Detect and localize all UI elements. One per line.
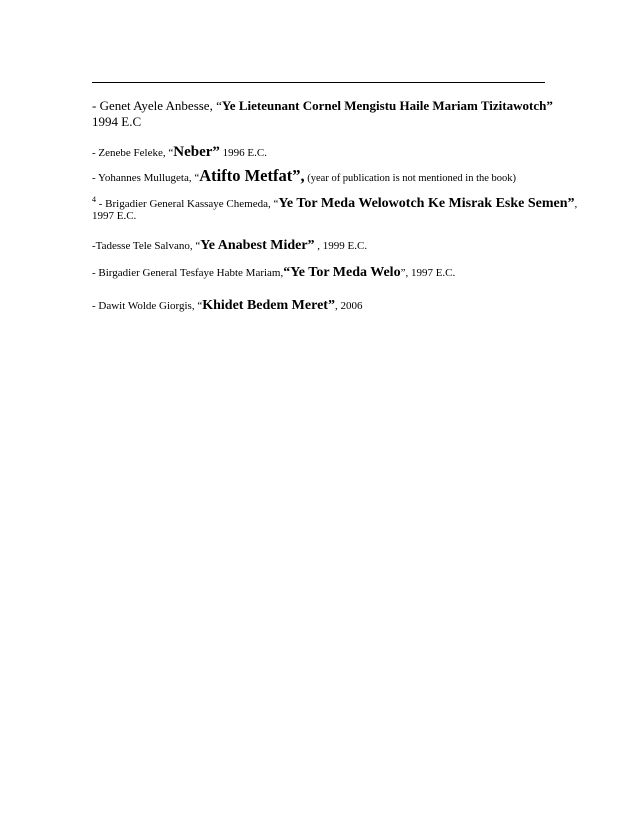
reference-title: Ye Tor Meda Welowotch Ke Misrak Eske Semen” [278, 196, 575, 211]
reference-title: Ye Lieteunant Cornel Mengistu Haile Mariam Tizitawotch” [221, 98, 553, 113]
reference-title: Ye Anabest Mider” [200, 238, 315, 253]
reference-year: 1994 E.C [92, 114, 142, 129]
reference-title: Khidet Bedem Meret” [202, 298, 335, 313]
reference-title: Atifto Metfat”, [199, 166, 305, 185]
reference-author: - Yohannes Mullugeta, “ [92, 172, 200, 184]
reference-title: “Ye Tor Meda Welo [283, 265, 401, 280]
reference-author: -Tadesse Tele Salvano, “ [92, 240, 201, 252]
reference-entry-2 [92, 143, 267, 161]
footnote-separator [92, 82, 545, 83]
reference-entry-1 [92, 97, 553, 115]
reference-entry-7 [92, 296, 362, 314]
reference-entry-4 [92, 194, 577, 212]
reference-title: Neber” [173, 144, 220, 160]
reference-year: , 1999 E.C. [314, 240, 368, 252]
reference-author: - Dawit Wolde Giorgis, “ [92, 300, 203, 312]
footnote-marker: 4 [92, 195, 96, 204]
reference-author: - Genet Ayele Anbesse, “ [92, 98, 222, 113]
reference-author: - Zenebe Feleke, “ [92, 147, 174, 159]
reference-year: 1996 E.C. [219, 147, 267, 159]
reference-year: 1997 E.C. [92, 210, 137, 222]
reference-year: ”, 1997 E.C. [400, 267, 456, 279]
reference-entry-6 [92, 263, 455, 281]
reference-author: - Birgadier General Tesfaye Habte Mariam, [92, 267, 284, 279]
reference-punctuation: , [574, 198, 578, 210]
reference-entry-5 [92, 236, 367, 254]
reference-entry-3 [92, 167, 516, 186]
reference-year: , 2006 [334, 300, 363, 312]
reference-author: - Brigadier General Kassaye Chemeda, “ [96, 198, 279, 210]
reference-note: (year of publication is not mentioned in the book) [304, 173, 517, 184]
